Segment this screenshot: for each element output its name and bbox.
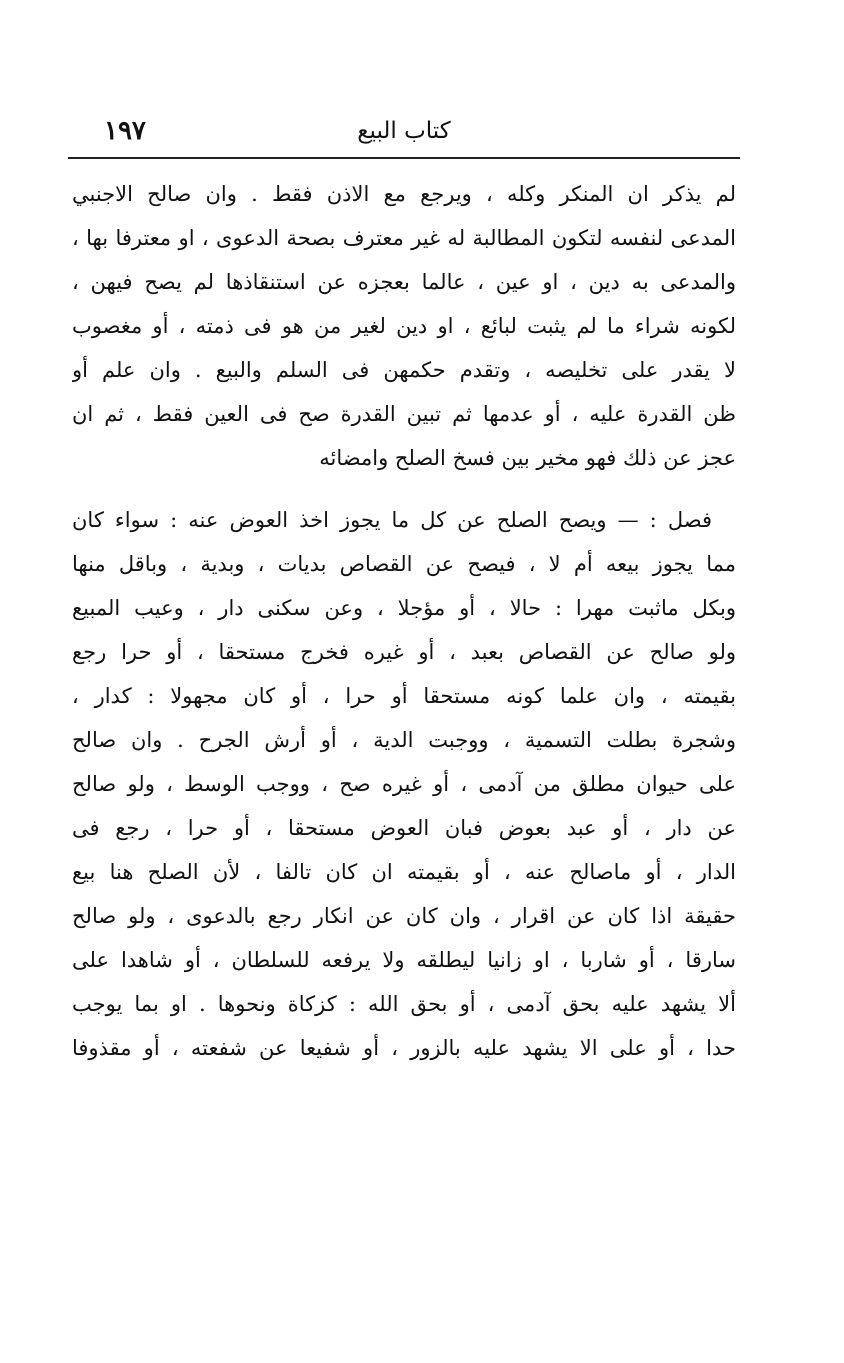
- page-number: ١٩٧: [104, 116, 146, 146]
- text-line: وبكل ماثبت مهرا : حالا ، أو مؤجلا ، وعن سكنى دار ، وعيب المبيع: [72, 596, 736, 620]
- text-line: بقيمته ، وان علما كونه مستحقا أو حرا ، أو كان مجهولا : كدار ،: [72, 684, 736, 708]
- paragraph-2: [72, 498, 736, 1070]
- text-line: لم يذكر ان المنكر وكله ، ويرجع مع الاذن فقط . وان صالح الاجنبي: [72, 182, 736, 206]
- text-line: على حيوان مطلق من آدمى ، أو غيره صح ، ووجب الوسط ، ولو صالح: [72, 772, 736, 796]
- body-text: [72, 172, 736, 1070]
- header-rule: [68, 157, 740, 159]
- text-line: مما يجوز بيعه أم لا ، فيصح عن القصاص بديات ، وبدية ، وباقل منها: [72, 552, 736, 576]
- text-line: الدار ، أو ماصالح عنه ، أو بقيمته ان كان تالفا ، لأن الصلح هنا بيع: [72, 860, 736, 884]
- text-line: لكونه شراء ما لم يثبت لبائع ، او دين لغير من هو فى ذمته ، أو مغصوب: [72, 314, 736, 338]
- text-line: عجز عن ذلك فهو مخير بين فسخ الصلح وامضائه: [319, 446, 736, 470]
- text-line: ظن القدرة عليه ، أو عدمها ثم تبين القدرة صح فى العين فقط ، ثم ان: [72, 402, 736, 426]
- text-line: لا يقدر على تخليصه ، وتقدم حكمهن فى السلم والبيع . وان علم أو: [72, 358, 736, 382]
- paragraph-gap: [72, 480, 736, 498]
- running-title: كتاب البيع: [357, 118, 451, 144]
- text-line: حقيقة اذا كان عن اقرار ، وان كان عن انكار رجع بالدعوى ، ولو صالح: [72, 904, 736, 928]
- paragraph-1: [72, 172, 736, 480]
- text-line: ولو صالح عن القصاص بعبد ، أو غيره فخرج مستحقا ، أو حرا رجع: [72, 640, 736, 664]
- text-line: والمدعى به دين ، او عين ، عالما بعجزه عن استنقاذها لم يصح فيهن ،: [72, 270, 736, 294]
- page-header: [70, 112, 738, 156]
- text-line: ألا يشهد عليه بحق آدمى ، أو بحق الله : كزكاة ونحوها . او بما يوجب: [72, 992, 736, 1016]
- text-line: فصل : — ويصح الصلح عن كل ما يجوز اخذ العوض عنه : سواء كان: [72, 508, 712, 532]
- text-line: حدا ، أو على الا يشهد عليه بالزور ، أو شفيعا عن شفعته ، أو مقذوفا: [72, 1036, 736, 1060]
- text-line: عن دار ، أو عبد بعوض فبان العوض مستحقا ، أو حرا ، رجع فى: [72, 816, 736, 840]
- text-line: وشجرة بطلت التسمية ، ووجبت الدية ، أو أرش الجرح . وان صالح: [72, 728, 736, 752]
- text-line: المدعى لنفسه لتكون المطالبة له غير معترف بصحة الدعوى ، او معترفا بها ،: [72, 226, 736, 250]
- text-line: سارقا ، أو شاربا ، او زانيا ليطلقه ولا يرفعه للسلطان ، أو شاهدا على: [72, 948, 736, 972]
